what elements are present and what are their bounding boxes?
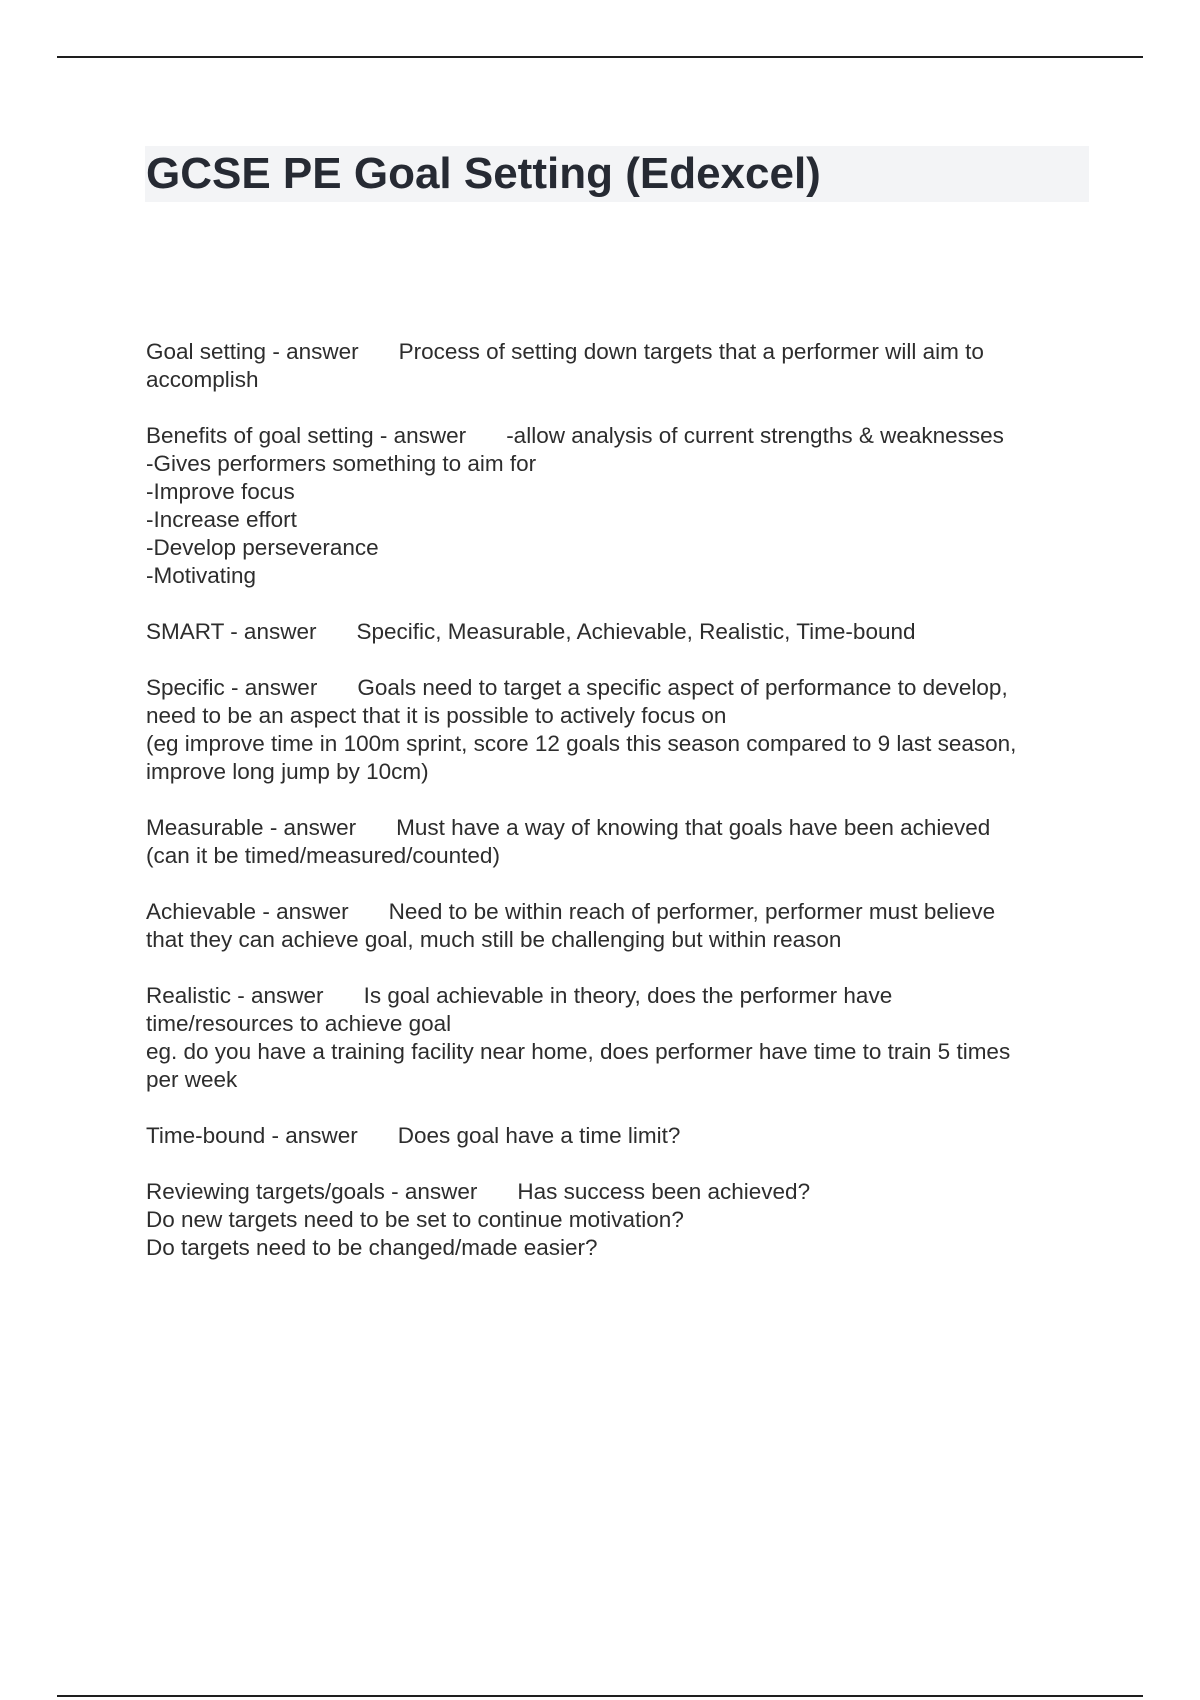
qa-definition-line: improve long jump by 10cm) — [146, 759, 429, 784]
top-divider — [57, 56, 1143, 58]
qa-list — [146, 338, 1096, 1290]
page-title: GCSE PE Goal Setting (Edexcel) — [146, 149, 821, 198]
qa-term: Measurable - answer — [146, 815, 357, 840]
qa-definition-line: accomplish — [146, 367, 259, 392]
qa-entry — [146, 1178, 1096, 1262]
qa-term: Time-bound - answer — [146, 1123, 358, 1148]
qa-first-line — [146, 422, 1096, 450]
qa-term: Reviewing targets/goals - answer — [146, 1179, 478, 1204]
qa-definition-line: need to be an aspect that it is possible to actively focus on — [146, 703, 727, 728]
qa-term: SMART - answer — [146, 619, 317, 644]
qa-definition-line: (eg improve time in 100m sprint, score 12 goals this season compared to 9 last season, — [146, 731, 1017, 756]
qa-entry — [146, 1122, 1096, 1150]
qa-entry — [146, 982, 1096, 1094]
qa-term: Goal setting - answer — [146, 339, 359, 364]
qa-definition: -allow analysis of current strengths & weaknesses — [506, 423, 1004, 448]
qa-definition-line: Do new targets need to be set to continue motivation? — [146, 1207, 684, 1232]
qa-definition-line: eg. do you have a training facility near home, does performer have time to train 5 times — [146, 1039, 1011, 1064]
qa-definition-line: -Increase effort — [146, 507, 297, 532]
qa-term: Specific - answer — [146, 675, 318, 700]
qa-entry — [146, 814, 1096, 870]
qa-term: Realistic - answer — [146, 983, 324, 1008]
qa-definition: Specific, Measurable, Achievable, Realistic, Time-bound — [356, 619, 916, 644]
qa-definition: Must have a way of knowing that goals have been achieved — [396, 815, 991, 840]
qa-definition: Is goal achievable in theory, does the performer have — [363, 983, 893, 1008]
qa-definition-line: -Gives performers something to aim for — [146, 451, 537, 476]
qa-term: Achievable - answer — [146, 899, 349, 924]
bottom-divider — [57, 1695, 1143, 1697]
qa-first-line — [146, 814, 1096, 842]
qa-first-line — [146, 898, 1096, 926]
qa-definition-line: -Motivating — [146, 563, 257, 588]
qa-first-line — [146, 674, 1096, 702]
qa-entry — [146, 898, 1096, 954]
qa-definition-line: per week — [146, 1067, 238, 1092]
qa-definition: Goals need to target a specific aspect of performance to develop, — [357, 675, 1008, 700]
qa-entry — [146, 674, 1096, 786]
qa-definition-line: -Improve focus — [146, 479, 295, 504]
qa-definition-line: (can it be timed/measured/counted) — [146, 843, 500, 868]
qa-definition-line: time/resources to achieve goal — [146, 1011, 452, 1036]
qa-entry — [146, 422, 1096, 590]
qa-definition: Does goal have a time limit? — [397, 1123, 681, 1148]
qa-definition-line: -Develop perseverance — [146, 535, 379, 560]
qa-first-line — [146, 1122, 1096, 1150]
qa-definition-line: that they can achieve goal, much still be challenging but within reason — [146, 927, 842, 952]
qa-term: Benefits of goal setting - answer — [146, 423, 467, 448]
qa-first-line — [146, 1178, 1096, 1206]
qa-definition: Has success been achieved? — [517, 1179, 811, 1204]
qa-definition: Need to be within reach of performer, performer must believe — [388, 899, 996, 924]
qa-entry — [146, 618, 1096, 646]
qa-first-line — [146, 982, 1096, 1010]
qa-definition: Process of setting down targets that a performer will aim to — [398, 339, 984, 364]
qa-entry — [146, 338, 1096, 394]
qa-first-line — [146, 338, 1096, 366]
qa-definition-line: Do targets need to be changed/made easier? — [146, 1235, 598, 1260]
qa-first-line — [146, 618, 1096, 646]
